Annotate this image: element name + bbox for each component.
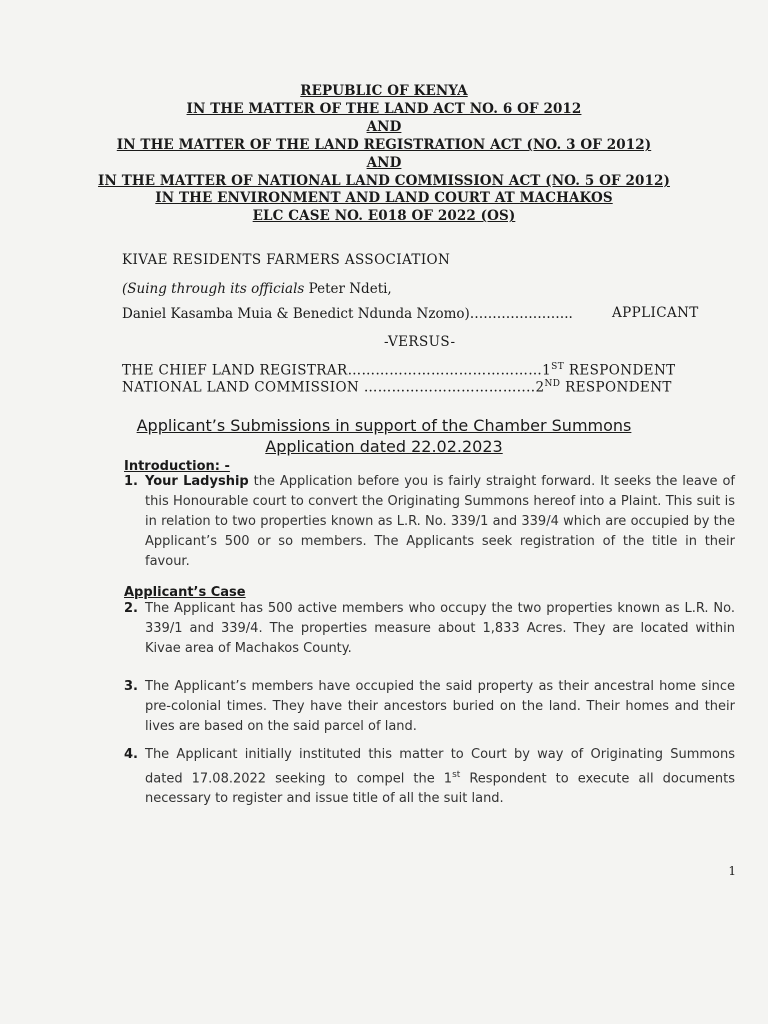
officials-line: Daniel Kasamba Muia & Benedict Ndunda Nzomo)………………….. (122, 306, 573, 322)
suing-line: (Suing through its officials Peter Ndeti, (122, 281, 392, 297)
paragraph-2-number: 2. (124, 601, 138, 616)
paragraph-3: 3. The Applicant’s members have occupied the said property as their ancestral home since pre-colonial times. They have their ancestors buried on the land. Their homes and their lives are based on the said parcel of land. (124, 679, 735, 734)
header-land-registration-act: IN THE MATTER OF THE LAND REGISTRATION ACT (NO. 3 OF 2012) (116, 137, 652, 153)
respondent-2: NATIONAL LAND COMMISSION ……………………………....2ND RESPONDENT (122, 379, 672, 396)
paragraph-4: 4. The Applicant initially instituted this matter to Court by way of Originating Summons dated 17.08.2022 seeking to compel the 1st Respondent to execute all documents necessary to register and issue title of all the suit land. (124, 747, 735, 807)
page-number: 1 (728, 864, 736, 878)
paragraph-1-number: 1. (124, 474, 138, 489)
applicants-case-heading: Applicant’s Case (124, 585, 246, 600)
respondent-1: THE CHIEF LAND REGISTRAR……………………………………1ST RESPONDENT (122, 362, 676, 379)
paragraph-1: 1. Your Ladyship the Application before you is fairly straight forward. It seeks the leave of this Honourable court to convert the Originating Summons hereof into a Plaint. This suit is in relation to two properties known as L.R. No. 339/1 and 339/4 which are occupied by the Applicant’s 500 or so members. The Applicants seek registration of the title in their favour. (124, 474, 735, 569)
header-and-1: AND (366, 119, 402, 135)
header-case-number: ELC CASE NO. E018 OF 2022 (OS) (252, 208, 516, 224)
introduction-heading: Introduction: - (124, 459, 230, 474)
paragraph-3-number: 3. (124, 679, 138, 694)
header-nlc-act: IN THE MATTER OF NATIONAL LAND COMMISSION ACT (NO. 5 OF 2012) (98, 173, 670, 189)
header-land-act: IN THE MATTER OF THE LAND ACT NO. 6 OF 2012 (186, 101, 582, 117)
header-and-2: AND (366, 155, 402, 171)
versus: -VERSUS- (384, 334, 456, 350)
applicant-name: KIVAE RESIDENTS FARMERS ASSOCIATION (122, 252, 451, 268)
paragraph-2: 2. The Applicant has 500 active members who occupy the two properties known as L.R. No. 339/1 and 339/4. The properties measure about 1,833 Acres. They are located within Kivae area of Machakos County. (124, 601, 735, 656)
submissions-title-line2: Application dated 22.02.2023 (265, 437, 503, 456)
paragraph-4-number: 4. (124, 747, 138, 762)
header-republic: REPUBLIC OF KENYA (300, 83, 468, 99)
applicant-role: APPLICANT (612, 305, 699, 321)
submissions-title-line1: Applicant’s Submissions in support of the Chamber Summons (136, 416, 632, 435)
header-court: IN THE ENVIRONMENT AND LAND COURT AT MACHAKOS (155, 190, 613, 206)
